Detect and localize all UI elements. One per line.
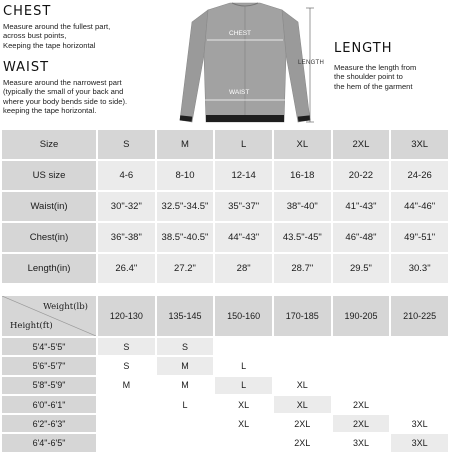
- fit-cell: [98, 434, 155, 451]
- fit-cell: XL: [215, 415, 272, 432]
- height-label-cell: 6'4"-6'5": [2, 434, 96, 451]
- chest-description: Measure around the fullest part, across bust points, Keeping the tape horizontal: [3, 22, 111, 50]
- fit-cell: M: [98, 377, 155, 394]
- weight-label: Weight(lb): [43, 302, 88, 312]
- fit-cell: [157, 434, 214, 451]
- fit-cell: M: [157, 377, 214, 394]
- fit-cell: 2XL: [333, 396, 390, 413]
- jersey-length-label: LENGTH: [298, 60, 325, 66]
- fit-cell: L: [215, 357, 272, 374]
- weight-header: 170-185: [274, 296, 331, 336]
- fit-cell: 3XL: [391, 434, 448, 451]
- fit-cell: [157, 415, 214, 432]
- table-cell: 38"-40": [274, 192, 331, 221]
- size-cell: S: [98, 130, 155, 159]
- weight-header: 135-145: [157, 296, 214, 336]
- table-cell: 27.2": [157, 254, 214, 283]
- table-cell: 44"-43": [215, 223, 272, 252]
- fit-cell: [98, 415, 155, 432]
- table-cell: 29.5": [333, 254, 390, 283]
- fit-cell: S: [157, 338, 214, 355]
- weight-header: 210-225: [391, 296, 448, 336]
- row-label: US size: [2, 161, 96, 190]
- table-row: [2, 434, 448, 451]
- waist-title: WAIST: [3, 60, 50, 75]
- fit-cell: S: [98, 357, 155, 374]
- table-cell: 16-18: [274, 161, 331, 190]
- table-cell: 8-10: [157, 161, 214, 190]
- table-cell: 28": [215, 254, 272, 283]
- fit-cell: [333, 338, 390, 355]
- fit-cell: [391, 396, 448, 413]
- fit-cell: [391, 357, 448, 374]
- fit-cell: [98, 396, 155, 413]
- fit-cell: 3XL: [333, 434, 390, 451]
- row-label: Length(in): [2, 254, 96, 283]
- table-cell: 38.5"-40.5": [157, 223, 214, 252]
- table-cell: 28.7": [274, 254, 331, 283]
- fit-cell: 3XL: [391, 415, 448, 432]
- table-cell: 24-26: [391, 161, 448, 190]
- table-row: [2, 415, 448, 432]
- fit-cell: [333, 377, 390, 394]
- table-cell: 49"-51": [391, 223, 448, 252]
- height-label-cell: 6'2"-6'3": [2, 415, 96, 432]
- table-row: [2, 396, 448, 413]
- fit-cell: L: [157, 396, 214, 413]
- fit-cell: [274, 338, 331, 355]
- weight-height-corner: [2, 296, 96, 336]
- table-cell: 46"-48": [333, 223, 390, 252]
- table-cell: 4-6: [98, 161, 155, 190]
- jersey-waist-label: WAIST: [229, 89, 250, 96]
- table-row: [2, 254, 448, 283]
- size-chart-table: [0, 128, 450, 285]
- table-cell: 35"-37": [215, 192, 272, 221]
- fit-cell: M: [157, 357, 214, 374]
- table-header-row: [2, 296, 448, 336]
- fit-cell: [333, 357, 390, 374]
- measurement-guide: [0, 0, 450, 130]
- fit-cell: [215, 338, 272, 355]
- fit-cell: L: [215, 377, 272, 394]
- table-cell: 41"-43": [333, 192, 390, 221]
- fit-cell: XL: [215, 396, 272, 413]
- table-row: [2, 338, 448, 355]
- table-cell: 20-22: [333, 161, 390, 190]
- table-cell: 12-14: [215, 161, 272, 190]
- table-row: [2, 192, 448, 221]
- table-row: [2, 357, 448, 374]
- fit-cell: 2XL: [274, 434, 331, 451]
- height-label-cell: 6'0"-6'1": [2, 396, 96, 413]
- jersey-chest-label: CHEST: [229, 30, 252, 37]
- height-label: Height(ft): [10, 321, 53, 331]
- table-cell: 43.5"-45": [274, 223, 331, 252]
- table-cell: 30.3": [391, 254, 448, 283]
- table-cell: 26.4": [98, 254, 155, 283]
- height-label-cell: 5'6"-5'7": [2, 357, 96, 374]
- fit-cell: [391, 338, 448, 355]
- table-cell: 32.5"-34.5": [157, 192, 214, 221]
- weight-header: 120-130: [98, 296, 155, 336]
- fit-cell: S: [98, 338, 155, 355]
- weight-header: 150-160: [215, 296, 272, 336]
- waist-description: Measure around the narrowest part (typically the small of your back and where your body bends side to side). keeping the tape horizontal.: [3, 78, 128, 116]
- fit-cell: [391, 377, 448, 394]
- fit-chart-table: [0, 294, 450, 454]
- table-cell: 36"-38": [98, 223, 155, 252]
- chest-title: CHEST: [3, 4, 52, 19]
- size-cell: M: [157, 130, 214, 159]
- fit-cell: 2XL: [333, 415, 390, 432]
- length-description: Measure the length from the shoulder point to the hem of the garment: [334, 63, 417, 91]
- table-cell: 44"-46": [391, 192, 448, 221]
- size-cell: L: [215, 130, 272, 159]
- height-label-cell: 5'8"-5'9": [2, 377, 96, 394]
- fit-cell: XL: [274, 396, 331, 413]
- table-cell: 30"-32": [98, 192, 155, 221]
- row-label: Size: [2, 130, 96, 159]
- table-row: [2, 161, 448, 190]
- weight-header: 190-205: [333, 296, 390, 336]
- table-row: [2, 377, 448, 394]
- height-label-cell: 5'4"-5'5": [2, 338, 96, 355]
- size-cell: XL: [274, 130, 331, 159]
- fit-cell: 2XL: [274, 415, 331, 432]
- row-label: Waist(in): [2, 192, 96, 221]
- fit-cell: [274, 357, 331, 374]
- table-row: [2, 223, 448, 252]
- fit-cell: XL: [274, 377, 331, 394]
- row-label: Chest(in): [2, 223, 96, 252]
- length-title: LENGTH: [334, 41, 393, 56]
- size-cell: 3XL: [391, 130, 448, 159]
- fit-cell: [215, 434, 272, 451]
- size-cell: 2XL: [333, 130, 390, 159]
- table-row: [2, 130, 448, 159]
